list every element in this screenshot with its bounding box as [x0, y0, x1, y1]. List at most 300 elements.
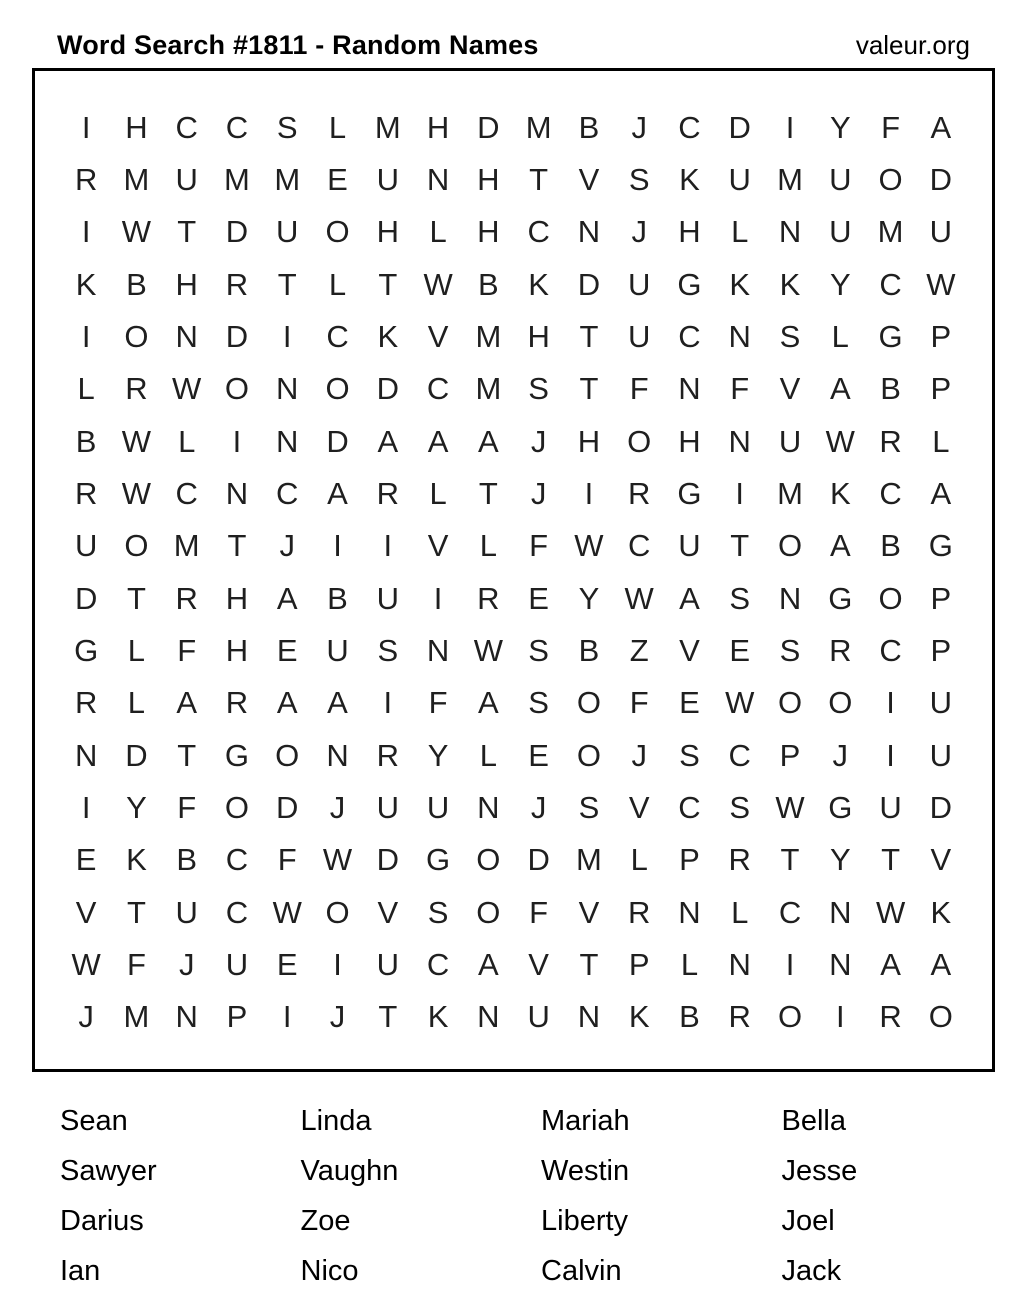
grid-letter[interactable]: D — [477, 109, 500, 145]
grid-letter[interactable]: D — [929, 161, 953, 197]
grid-letter[interactable]: C — [175, 475, 198, 511]
grid-letter[interactable]: U — [276, 214, 299, 250]
grid-letter[interactable]: E — [276, 946, 298, 982]
grid-letter[interactable]: F — [529, 894, 549, 930]
grid-letter[interactable]: O — [476, 894, 501, 930]
grid-letter[interactable]: S — [779, 318, 801, 354]
grid-letter[interactable]: D — [74, 580, 98, 616]
grid-letter[interactable]: O — [476, 842, 501, 878]
grid-letter[interactable]: W — [121, 214, 152, 250]
grid-letter[interactable]: W — [423, 266, 453, 302]
grid-letter[interactable]: L — [831, 318, 849, 354]
grid-letter[interactable]: V — [679, 632, 700, 668]
grid-letter[interactable]: H — [426, 109, 450, 145]
grid-letter[interactable]: K — [779, 266, 801, 302]
grid-letter[interactable]: A — [427, 423, 449, 459]
grid-letter[interactable]: N — [477, 999, 500, 1035]
grid-letter[interactable]: B — [578, 632, 600, 668]
grid-letter[interactable]: C — [879, 475, 902, 511]
grid-letter[interactable]: R — [175, 580, 198, 616]
grid-letter[interactable]: A — [478, 946, 499, 982]
grid-letter[interactable]: B — [327, 580, 348, 616]
grid-letter[interactable]: G — [677, 266, 702, 302]
grid-letter[interactable]: I — [81, 109, 91, 145]
grid-letter[interactable]: V — [528, 946, 549, 982]
grid-letter[interactable]: S — [729, 580, 751, 616]
grid-letter[interactable]: A — [679, 580, 700, 616]
grid-letter[interactable]: I — [232, 423, 242, 459]
grid-letter[interactable]: I — [333, 946, 342, 982]
grid-letter[interactable]: J — [631, 214, 647, 250]
grid-letter[interactable]: V — [779, 371, 801, 407]
grid-letter[interactable]: P — [779, 737, 801, 773]
grid-letter[interactable]: O — [878, 161, 903, 197]
grid-letter[interactable]: C — [678, 789, 701, 825]
grid-letter[interactable]: L — [731, 214, 749, 250]
grid-letter[interactable]: H — [678, 214, 701, 250]
grid-letter[interactable]: O — [325, 371, 350, 407]
grid-letter[interactable]: N — [728, 946, 751, 982]
grid-letter[interactable]: D — [527, 842, 550, 878]
grid-letter[interactable]: K — [729, 266, 751, 302]
grid-letter[interactable]: A — [829, 371, 851, 407]
grid-letter[interactable]: R — [376, 737, 399, 773]
grid-letter[interactable]: M — [173, 528, 200, 564]
grid-letter[interactable]: F — [529, 528, 549, 564]
grid-letter[interactable]: G — [426, 842, 451, 878]
grid-letter[interactable]: G — [828, 580, 853, 616]
grid-letter[interactable]: J — [832, 737, 849, 773]
grid-letter[interactable]: A — [478, 423, 499, 459]
grid-letter[interactable]: C — [879, 632, 902, 668]
grid-letter[interactable]: C — [426, 371, 450, 407]
grid-letter[interactable]: U — [175, 894, 198, 930]
grid-letter[interactable]: U — [678, 528, 701, 564]
grid-letter[interactable]: V — [75, 894, 97, 930]
grid-letter[interactable]: L — [630, 842, 648, 878]
grid-letter[interactable]: I — [81, 214, 91, 250]
grid-letter[interactable]: I — [282, 318, 292, 354]
grid-letter[interactable]: K — [427, 999, 449, 1035]
grid-letter[interactable]: V — [377, 894, 399, 930]
grid-letter[interactable]: T — [579, 371, 599, 407]
grid-letter[interactable]: W — [725, 685, 755, 721]
site-link[interactable]: valeur.org — [855, 30, 970, 60]
grid-letter[interactable]: K — [377, 318, 399, 354]
grid-letter[interactable]: Y — [126, 789, 147, 825]
grid-letter[interactable]: G — [677, 475, 702, 511]
grid-letter[interactable]: J — [178, 946, 195, 982]
grid-letter[interactable]: R — [376, 475, 399, 511]
grid-letter[interactable]: N — [74, 737, 98, 773]
grid-letter[interactable]: P — [628, 946, 650, 982]
grid-letter[interactable]: G — [928, 528, 953, 564]
grid-letter[interactable]: L — [77, 371, 95, 407]
grid-letter[interactable]: K — [679, 161, 700, 197]
grid-letter[interactable]: O — [275, 737, 300, 773]
grid-letter[interactable]: P — [226, 999, 248, 1035]
grid-letter[interactable]: U — [175, 161, 198, 197]
grid-letter[interactable]: C — [728, 737, 751, 773]
grid-letter[interactable]: A — [327, 685, 348, 721]
grid-letter[interactable]: C — [225, 894, 249, 930]
grid-letter[interactable]: D — [125, 737, 148, 773]
grid-letter[interactable]: F — [881, 109, 901, 145]
grid-letter[interactable]: S — [276, 109, 298, 145]
grid-letter[interactable]: W — [926, 266, 956, 302]
grid-letter[interactable]: O — [576, 685, 601, 721]
grid-letter[interactable]: I — [886, 685, 895, 721]
grid-letter[interactable]: U — [376, 946, 399, 982]
grid-letter[interactable]: I — [835, 999, 845, 1035]
grid-letter[interactable]: O — [777, 528, 803, 564]
grid-letter[interactable]: W — [624, 580, 654, 616]
grid-letter[interactable]: N — [426, 632, 450, 668]
grid-letter[interactable]: U — [527, 999, 550, 1035]
grid-letter[interactable]: U — [74, 528, 98, 564]
grid-letter[interactable]: U — [426, 789, 450, 825]
grid-letter[interactable]: S — [679, 737, 700, 773]
grid-letter[interactable]: K — [628, 999, 650, 1035]
grid-letter[interactable]: P — [930, 632, 952, 668]
grid-letter[interactable]: J — [78, 999, 94, 1035]
grid-letter[interactable]: V — [427, 318, 449, 354]
grid-letter[interactable]: O — [124, 528, 149, 564]
grid-letter[interactable]: T — [881, 842, 901, 878]
grid-letter[interactable]: E — [327, 161, 348, 197]
grid-letter[interactable]: M — [274, 161, 301, 197]
grid-letter[interactable]: Z — [629, 632, 649, 668]
grid-letter[interactable]: Y — [578, 580, 600, 616]
grid-letter[interactable]: K — [126, 842, 147, 878]
grid-letter[interactable]: C — [527, 214, 550, 250]
grid-letter[interactable]: F — [177, 789, 197, 825]
grid-letter[interactable]: O — [928, 999, 953, 1035]
grid-letter[interactable]: S — [377, 632, 399, 668]
grid-letter[interactable]: U — [326, 632, 349, 668]
grid-letter[interactable]: Y — [427, 737, 449, 773]
grid-letter[interactable]: L — [680, 946, 699, 982]
grid-letter[interactable]: H — [376, 214, 399, 250]
grid-letter[interactable]: H — [477, 161, 500, 197]
grid-letter[interactable]: N — [477, 789, 500, 825]
grid-letter[interactable]: B — [578, 109, 600, 145]
grid-letter[interactable]: E — [729, 632, 751, 668]
grid-letter[interactable]: W — [473, 632, 503, 668]
grid-letter[interactable]: L — [479, 528, 497, 564]
grid-letter[interactable]: V — [578, 894, 600, 930]
grid-letter[interactable]: V — [628, 789, 650, 825]
grid-letter[interactable]: M — [123, 161, 150, 197]
grid-letter[interactable]: T — [277, 266, 297, 302]
grid-letter[interactable]: J — [530, 789, 547, 825]
grid-letter[interactable]: D — [225, 318, 249, 354]
grid-letter[interactable]: V — [578, 161, 600, 197]
grid-letter[interactable]: R — [74, 475, 98, 511]
grid-letter[interactable]: T — [780, 842, 800, 878]
grid-letter[interactable]: M — [475, 371, 502, 407]
grid-letter[interactable]: N — [778, 214, 802, 250]
grid-letter[interactable]: H — [225, 632, 249, 668]
grid-letter[interactable]: L — [731, 894, 749, 930]
grid-letter[interactable]: M — [475, 318, 502, 354]
grid-letter[interactable]: W — [875, 894, 906, 930]
grid-letter[interactable]: N — [276, 423, 299, 459]
grid-letter[interactable]: M — [777, 475, 803, 511]
grid-letter[interactable]: V — [930, 842, 952, 878]
grid-letter[interactable]: C — [225, 109, 249, 145]
grid-letter[interactable]: O — [124, 318, 149, 354]
grid-letter[interactable]: O — [627, 423, 652, 459]
grid-letter[interactable]: K — [930, 894, 952, 930]
grid-letter[interactable]: L — [479, 737, 497, 773]
grid-letter[interactable]: T — [126, 580, 146, 616]
grid-letter[interactable]: M — [877, 214, 904, 250]
grid-letter[interactable]: I — [333, 528, 342, 564]
grid-letter[interactable]: N — [276, 371, 299, 407]
grid-letter[interactable]: G — [828, 789, 853, 825]
grid-letter[interactable]: G — [74, 632, 99, 668]
grid-letter[interactable]: S — [578, 789, 600, 825]
grid-letter[interactable]: J — [329, 789, 346, 825]
grid-letter[interactable]: I — [81, 789, 91, 825]
grid-letter[interactable]: A — [930, 946, 952, 982]
grid-letter[interactable]: W — [574, 528, 604, 564]
grid-letter[interactable]: R — [477, 580, 500, 616]
grid-letter[interactable]: C — [326, 318, 349, 354]
grid-letter[interactable]: M — [374, 109, 401, 145]
grid-letter[interactable]: T — [126, 894, 146, 930]
grid-letter[interactable]: M — [777, 161, 803, 197]
grid-letter[interactable]: U — [929, 685, 953, 721]
grid-letter[interactable]: T — [579, 946, 599, 982]
grid-letter[interactable]: S — [528, 685, 549, 721]
grid-letter[interactable]: S — [729, 789, 751, 825]
grid-letter[interactable]: A — [880, 946, 901, 982]
grid-letter[interactable]: O — [325, 894, 350, 930]
grid-letter[interactable]: C — [276, 475, 299, 511]
grid-letter[interactable]: F — [730, 371, 750, 407]
grid-letter[interactable]: D — [929, 789, 953, 825]
grid-letter[interactable]: H — [477, 214, 500, 250]
grid-letter[interactable]: U — [829, 161, 852, 197]
grid-letter[interactable]: B — [880, 528, 901, 564]
grid-letter[interactable]: O — [828, 685, 853, 721]
grid-letter[interactable]: H — [678, 423, 701, 459]
grid-letter[interactable]: D — [376, 842, 399, 878]
grid-letter[interactable]: S — [779, 632, 801, 668]
grid-letter[interactable]: O — [777, 685, 803, 721]
grid-letter[interactable]: J — [279, 528, 295, 564]
grid-letter[interactable]: R — [879, 423, 902, 459]
grid-letter[interactable]: A — [327, 475, 348, 511]
grid-letter[interactable]: C — [778, 894, 802, 930]
grid-letter[interactable]: U — [929, 737, 953, 773]
grid-letter[interactable]: R — [627, 894, 651, 930]
grid-letter[interactable]: R — [728, 999, 751, 1035]
grid-letter[interactable]: W — [775, 789, 805, 825]
grid-letter[interactable]: A — [930, 109, 952, 145]
grid-letter[interactable]: A — [478, 685, 499, 721]
grid-letter[interactable]: Y — [829, 842, 851, 878]
grid-letter[interactable]: C — [627, 528, 651, 564]
grid-letter[interactable]: T — [378, 266, 398, 302]
grid-letter[interactable]: B — [478, 266, 499, 302]
grid-letter[interactable]: W — [322, 842, 353, 878]
grid-letter[interactable]: T — [177, 214, 197, 250]
grid-letter[interactable]: F — [629, 685, 649, 721]
grid-letter[interactable]: R — [728, 842, 751, 878]
grid-letter[interactable]: R — [225, 266, 249, 302]
grid-letter[interactable]: U — [929, 214, 953, 250]
grid-letter[interactable]: N — [728, 423, 751, 459]
grid-letter[interactable]: T — [529, 161, 549, 197]
grid-letter[interactable]: O — [224, 789, 250, 825]
grid-letter[interactable]: L — [178, 423, 196, 459]
grid-letter[interactable]: L — [328, 266, 347, 302]
grid-letter[interactable]: L — [328, 109, 347, 145]
grid-letter[interactable]: L — [429, 214, 447, 250]
grid-letter[interactable]: W — [121, 423, 152, 459]
grid-letter[interactable]: T — [227, 528, 247, 564]
grid-letter[interactable]: T — [177, 737, 197, 773]
grid-letter[interactable]: E — [75, 842, 97, 878]
grid-letter[interactable]: E — [528, 737, 549, 773]
grid-letter[interactable]: E — [276, 632, 298, 668]
grid-letter[interactable]: I — [886, 737, 895, 773]
grid-letter[interactable]: M — [525, 109, 552, 145]
grid-letter[interactable]: L — [127, 685, 146, 721]
grid-letter[interactable]: D — [276, 789, 299, 825]
grid-letter[interactable]: U — [879, 789, 902, 825]
grid-letter[interactable]: D — [728, 109, 751, 145]
grid-letter[interactable]: A — [930, 475, 952, 511]
grid-letter[interactable]: U — [728, 161, 751, 197]
grid-letter[interactable]: Y — [829, 266, 851, 302]
grid-letter[interactable]: N — [678, 371, 701, 407]
grid-letter[interactable]: Y — [829, 109, 851, 145]
grid-letter[interactable]: U — [225, 946, 249, 982]
grid-letter[interactable]: F — [428, 685, 448, 721]
grid-letter[interactable]: H — [175, 266, 198, 302]
grid-letter[interactable]: J — [631, 737, 647, 773]
grid-letter[interactable]: U — [627, 266, 651, 302]
grid-letter[interactable]: S — [427, 894, 449, 930]
grid-letter[interactable]: N — [426, 161, 450, 197]
grid-letter[interactable]: M — [224, 161, 250, 197]
grid-letter[interactable]: F — [277, 842, 297, 878]
grid-letter[interactable]: G — [224, 737, 250, 773]
grid-letter[interactable]: N — [175, 318, 198, 354]
grid-letter[interactable]: A — [377, 423, 399, 459]
grid-letter[interactable]: B — [880, 371, 901, 407]
grid-letter[interactable]: O — [224, 371, 250, 407]
grid-letter[interactable]: N — [326, 737, 349, 773]
grid-letter[interactable]: K — [829, 475, 851, 511]
grid-letter[interactable]: D — [577, 266, 601, 302]
grid-letter[interactable]: N — [728, 318, 751, 354]
grid-letter[interactable]: T — [579, 318, 599, 354]
grid-letter[interactable]: I — [785, 109, 795, 145]
grid-letter[interactable]: W — [172, 371, 202, 407]
grid-letter[interactable]: R — [829, 632, 852, 668]
grid-letter[interactable]: P — [930, 580, 952, 616]
grid-letter[interactable]: F — [126, 946, 146, 982]
grid-letter[interactable]: T — [730, 528, 750, 564]
grid-letter[interactable]: H — [527, 318, 550, 354]
grid-letter[interactable]: L — [127, 632, 146, 668]
grid-letter[interactable]: B — [75, 423, 97, 459]
grid-letter[interactable]: N — [175, 999, 198, 1035]
grid-letter[interactable]: S — [628, 161, 650, 197]
grid-letter[interactable]: C — [678, 109, 701, 145]
grid-letter[interactable]: B — [126, 266, 147, 302]
grid-letter[interactable]: O — [325, 214, 350, 250]
grid-letter[interactable]: D — [326, 423, 349, 459]
grid-letter[interactable]: U — [778, 423, 802, 459]
grid-letter[interactable]: R — [225, 685, 249, 721]
grid-letter[interactable]: R — [627, 475, 651, 511]
grid-letter[interactable]: N — [225, 475, 249, 511]
grid-letter[interactable]: N — [829, 946, 852, 982]
grid-letter[interactable]: U — [627, 318, 651, 354]
grid-letter[interactable]: N — [577, 999, 601, 1035]
grid-letter[interactable]: U — [376, 580, 399, 616]
grid-letter[interactable]: L — [932, 423, 950, 459]
grid-letter[interactable]: D — [225, 214, 249, 250]
grid-letter[interactable]: N — [678, 894, 701, 930]
grid-letter[interactable]: U — [829, 214, 852, 250]
grid-letter[interactable]: B — [176, 842, 198, 878]
grid-letter[interactable]: R — [879, 999, 902, 1035]
grid-letter[interactable]: E — [679, 685, 700, 721]
grid-letter[interactable]: B — [679, 999, 700, 1035]
grid-letter[interactable]: S — [528, 632, 549, 668]
grid-letter[interactable]: I — [735, 475, 745, 511]
grid-letter[interactable]: F — [177, 632, 197, 668]
grid-letter[interactable]: A — [829, 528, 851, 564]
grid-letter[interactable]: J — [631, 109, 647, 145]
grid-letter[interactable]: I — [81, 318, 91, 354]
grid-letter[interactable]: L — [429, 475, 447, 511]
grid-letter[interactable]: N — [778, 580, 802, 616]
grid-letter[interactable]: M — [575, 842, 602, 878]
grid-letter[interactable]: T — [378, 999, 398, 1035]
grid-letter[interactable]: W — [71, 946, 101, 982]
grid-letter[interactable]: I — [584, 475, 594, 511]
grid-letter[interactable]: P — [930, 371, 952, 407]
grid-letter[interactable]: I — [383, 528, 393, 564]
grid-letter[interactable]: M — [123, 999, 150, 1035]
grid-letter[interactable]: A — [276, 580, 298, 616]
grid-letter[interactable]: P — [679, 842, 700, 878]
grid-letter[interactable]: I — [785, 946, 795, 982]
grid-letter[interactable]: R — [74, 685, 98, 721]
grid-letter[interactable]: U — [376, 789, 399, 825]
grid-letter[interactable]: I — [383, 685, 393, 721]
grid-letter[interactable]: O — [777, 999, 803, 1035]
grid-letter[interactable]: A — [276, 685, 298, 721]
grid-letter[interactable]: O — [576, 737, 601, 773]
grid-letter[interactable]: J — [530, 475, 547, 511]
grid-letter[interactable]: C — [175, 109, 198, 145]
grid-letter[interactable]: K — [75, 266, 97, 302]
grid-letter[interactable]: V — [427, 528, 449, 564]
grid-letter[interactable]: A — [176, 685, 198, 721]
grid-letter[interactable]: W — [272, 894, 302, 930]
grid-letter[interactable]: R — [125, 371, 148, 407]
grid-letter[interactable]: N — [829, 894, 852, 930]
